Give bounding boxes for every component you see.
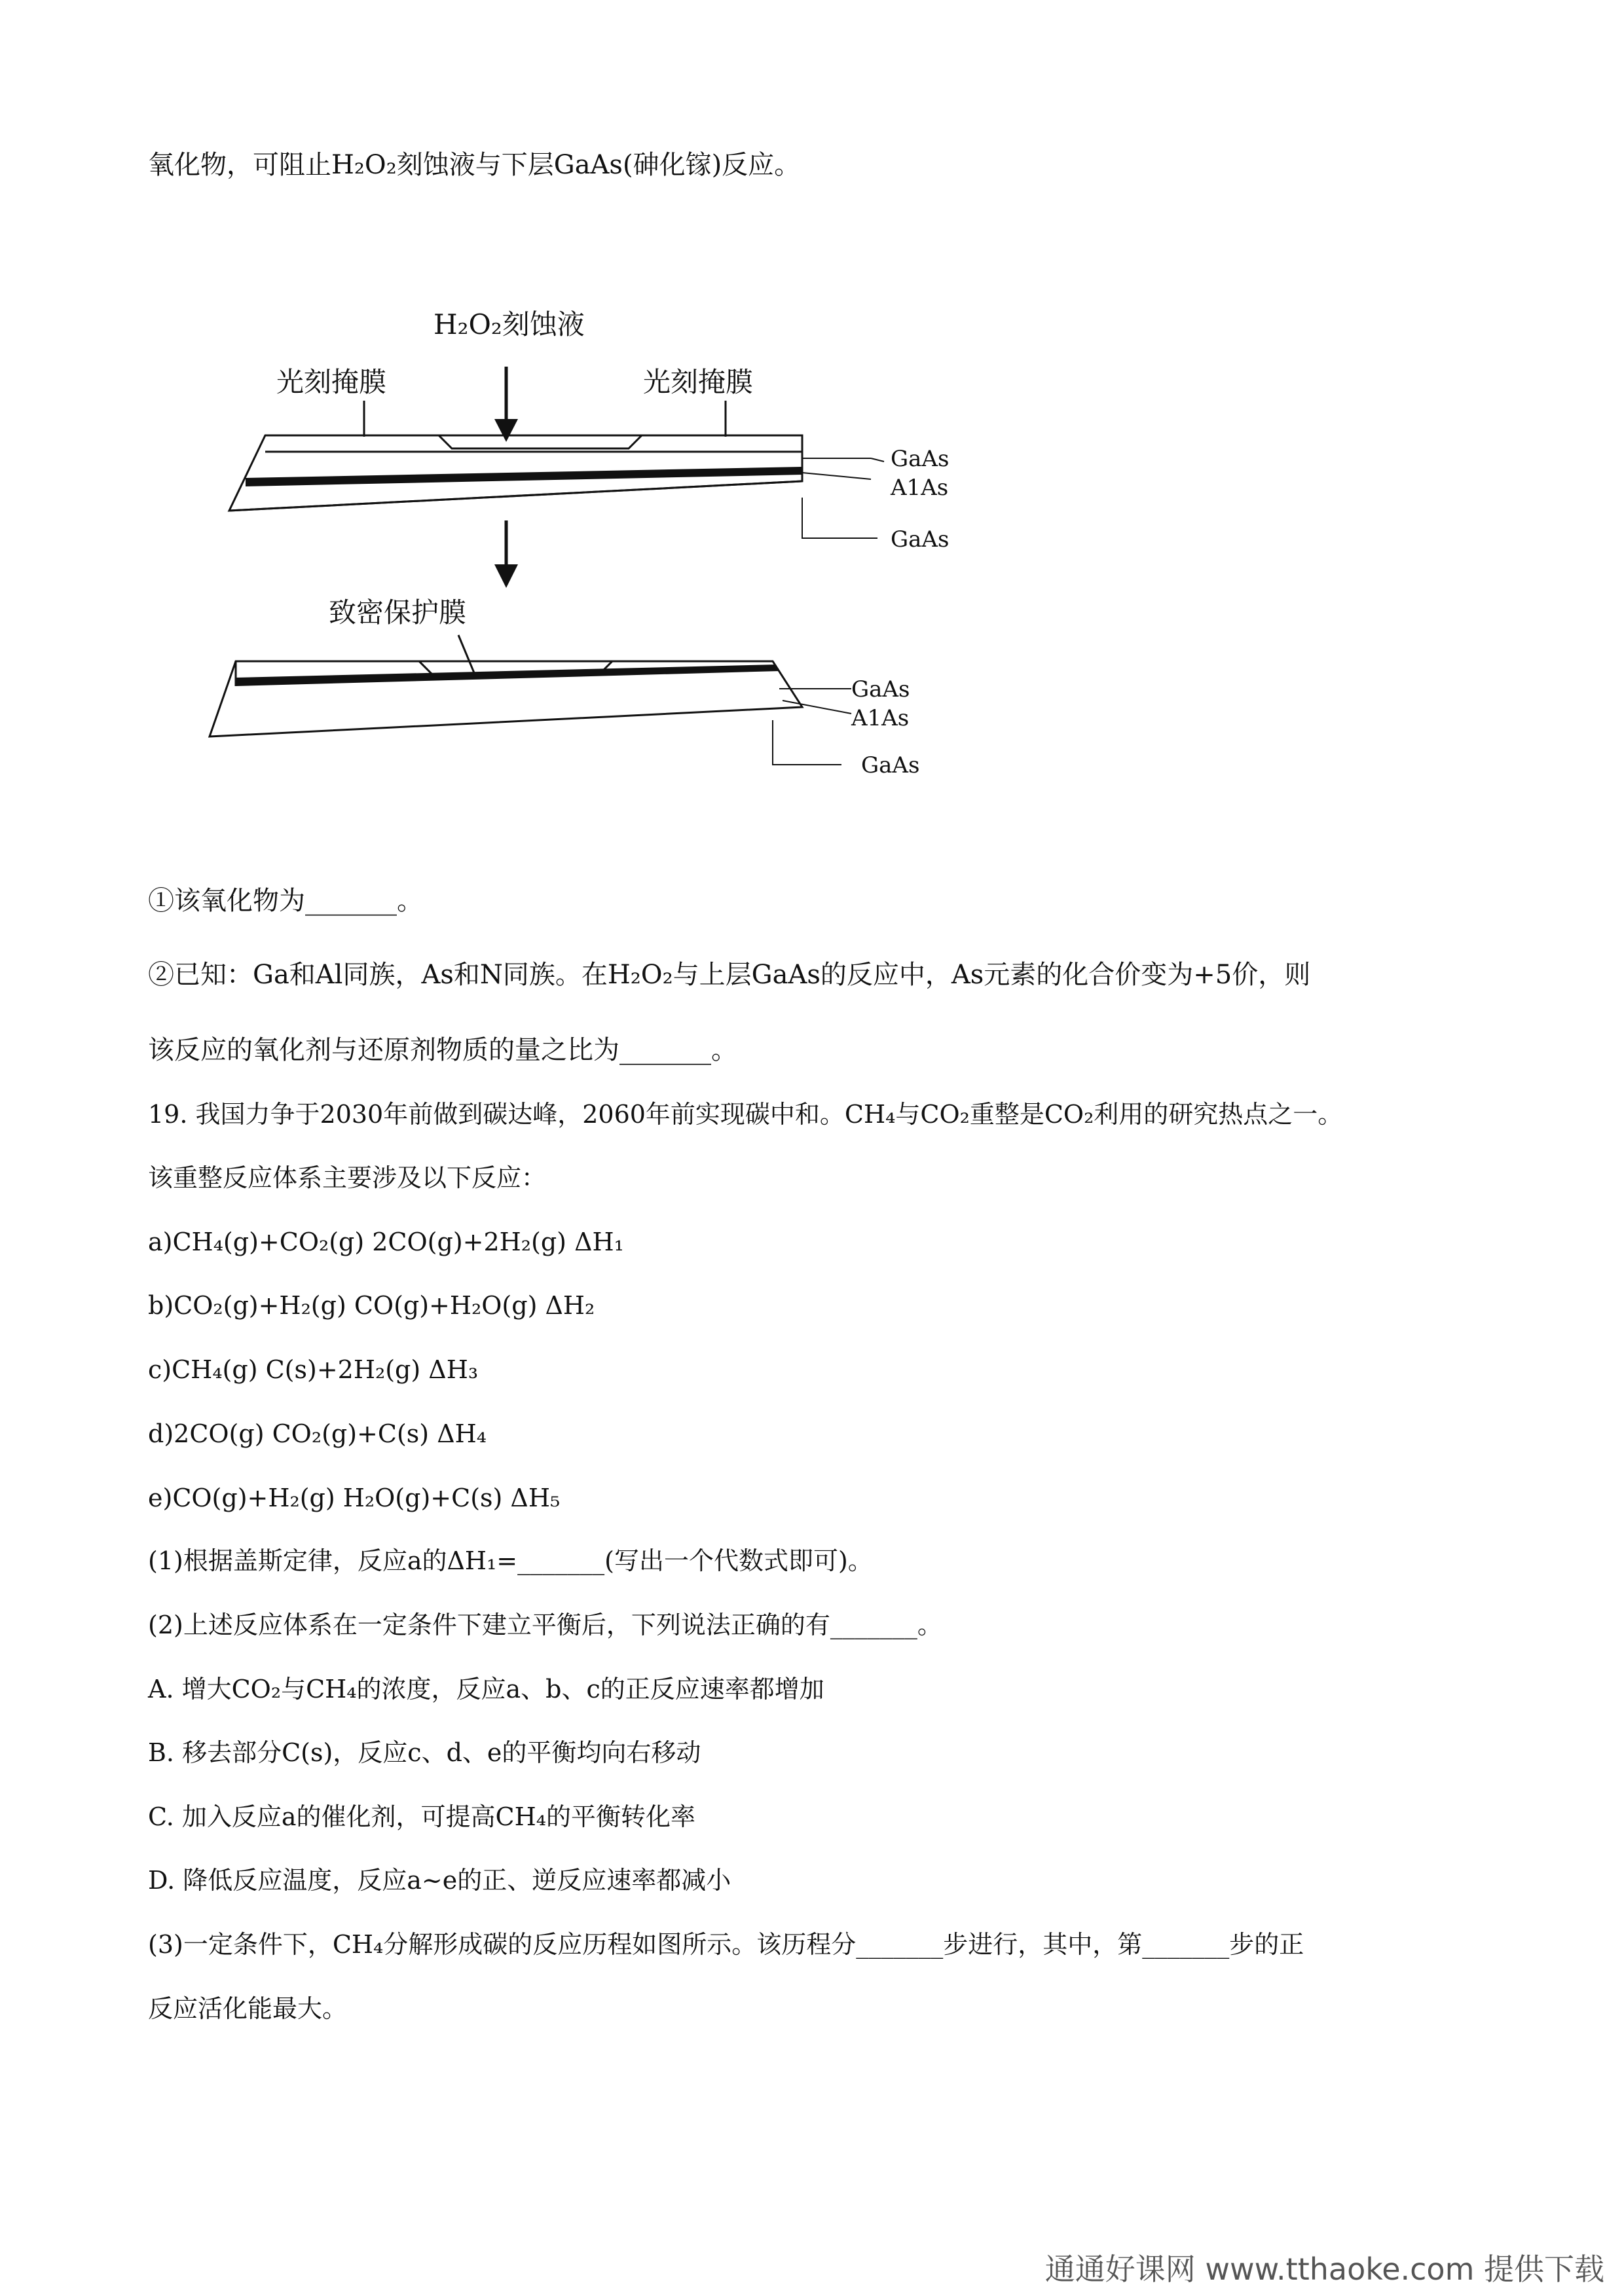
- reaction-d: d)2CO(g) CO₂(g)+C(s) ΔH₄: [148, 1419, 487, 1448]
- reaction-e: e)CO(g)+H₂(g) H₂O(g)+C(s) ΔH₅: [148, 1484, 561, 1512]
- film-leader: [458, 635, 475, 674]
- bottom-label-alas: A1As: [851, 705, 910, 731]
- watermark-footer: 通通好课网 www.tthaoke.com 提供下载: [1044, 2251, 1604, 2287]
- mask-label-left: 光刻掩膜: [276, 366, 387, 398]
- problem-19-line2: 该重整反应体系主要涉及以下反应：: [148, 1163, 547, 1192]
- subquestion-3-line2: 反应活化能最大。: [148, 1994, 348, 2023]
- protective-film-label: 致密保护膜: [329, 596, 467, 629]
- etching-diagram: [0, 0, 1624, 851]
- reaction-b: b)CO₂(g)+H₂(g) CO(g)+H₂O(g) ΔH₂: [148, 1291, 595, 1320]
- subquestion-1: (1)根据盖斯定律，反应a的ΔH₁=_______(写出一个代数式即可)。: [148, 1546, 873, 1575]
- option-a: A. 增大CO₂与CH₄的浓度，反应a、b、c的正反应速率都增加: [148, 1675, 824, 1704]
- top-label-alas: A1As: [891, 475, 949, 501]
- top-label-gaas-lower: GaAs: [891, 526, 950, 553]
- question-2-line2: 该反应的氧化剂与还原剂物质的量之比为_______。: [148, 1035, 737, 1065]
- etchant-arrowhead: [494, 419, 518, 442]
- option-b: B. 移去部分C(s)，反应c、d、e的平衡均向右移动: [148, 1738, 701, 1767]
- problem-19-line1: 19. 我国力争于2030年前做到碳达峰，2060年前实现碳中和。CH₄与CO₂重整是CO₂利用的研究热点之一。: [148, 1100, 1343, 1129]
- bottom-label-gaas-lower: GaAs: [861, 752, 920, 778]
- question-1: ①该氧化物为_______。: [148, 886, 423, 916]
- mask-label-right: 光刻掩膜: [643, 366, 754, 398]
- option-c: C. 加入反应a的催化剂，可提高CH₄的平衡转化率: [148, 1802, 695, 1831]
- subquestion-2: (2)上述反应体系在一定条件下建立平衡后，下列说法正确的有_______。: [148, 1611, 942, 1639]
- text-line-oxide: 氧化物，可阻止H₂O₂刻蚀液与下层GaAs(砷化镓)反应。: [148, 150, 801, 180]
- reaction-c: c)CH₄(g) C(s)+2H₂(g) ΔH₃: [148, 1355, 479, 1384]
- bottom-protective-film: [236, 665, 779, 686]
- question-2-line1: ②已知：Ga和Al同族，As和N同族。在H₂O₂与上层GaAs的反应中，As元素的化合价变为+5价，则: [148, 960, 1311, 990]
- subquestion-3-line1: (3)一定条件下，CH₄分解形成碳的反应历程如图所示。该历程分_______步进行，其中，第_______步的正: [148, 1930, 1304, 1959]
- top-masks: [265, 435, 642, 448]
- process-arrowhead: [494, 564, 518, 588]
- top-label-gaas-upper: GaAs: [891, 446, 950, 472]
- top-alas-layer: [246, 467, 802, 486]
- etchant-label: H₂O₂刻蚀液: [434, 308, 585, 340]
- bottom-label-gaas-upper: GaAs: [851, 676, 910, 702]
- option-d: D. 降低反应温度，反应a~e的正、逆反应速率都减小: [148, 1866, 731, 1895]
- reaction-a: a)CH₄(g)+CO₂(g) 2CO(g)+2H₂(g) ΔH₁: [148, 1228, 624, 1256]
